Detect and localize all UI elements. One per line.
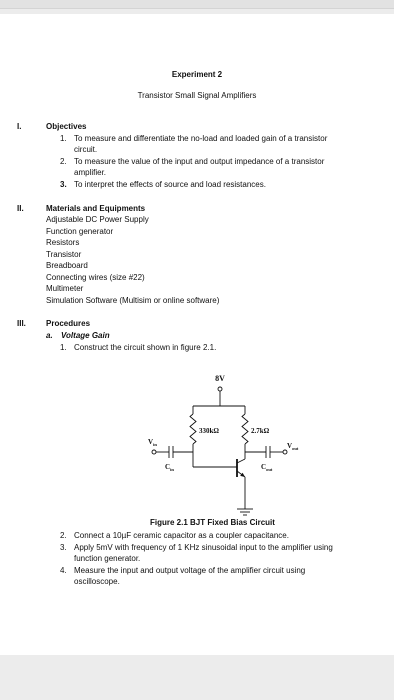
vin-label: $V_{in}$ [148, 438, 157, 447]
rc-resistor [242, 414, 248, 444]
rb-resistor [190, 414, 196, 444]
objective-line: To measure the value of the input and output impedance of a transistor [74, 157, 325, 166]
procedure-step-number: 2. [60, 531, 67, 540]
page-title: Experiment 2 [171, 70, 223, 79]
section-numeral-materials: II. [17, 204, 24, 213]
transistor-collector [237, 459, 245, 463]
supply-label: 8V [215, 374, 225, 383]
material-item: Adjustable DC Power Supply [46, 215, 149, 224]
material-item: Breadboard [46, 261, 88, 270]
bottom-bar [0, 655, 394, 700]
section-heading-objectives: Objectives [46, 122, 87, 131]
procedure-step-text: Apply 5mV with frequency of 1 KHz sinusoidal input to the amplifier using [74, 543, 333, 552]
procedure-step-text: Construct the circuit shown in figure 2.1. [74, 343, 217, 352]
top-bar [0, 0, 394, 9]
objective-line: amplifier. [74, 168, 107, 177]
objective-number: 2. [60, 157, 67, 166]
objective-line: To measure and differentiate the no-load and loaded gain of a transistor [74, 134, 328, 143]
procedure-step-text: oscilloscope. [74, 577, 120, 586]
procedure-step-text: Measure the input and output voltage of the amplifier circuit using [74, 566, 306, 575]
procedure-step-text: function generator. [74, 554, 141, 563]
objective-number: 1. [60, 134, 67, 143]
section-numeral-procedures: III. [17, 319, 26, 328]
material-item: Function generator [46, 227, 114, 236]
vin-terminal [152, 450, 156, 454]
section-numeral-objectives: I. [17, 122, 22, 131]
page-subtitle: Transistor Small Signal Amplifiers [137, 91, 257, 100]
material-item: Resistors [46, 238, 80, 247]
subsection-label: a. [46, 331, 53, 340]
supply-terminal [218, 387, 222, 391]
bjt-fixed-bias-circuit [140, 369, 320, 529]
procedure-step-number: 1. [60, 343, 67, 352]
material-item: Simulation Software (Multisim or online software) [46, 296, 220, 305]
vout-label: $V_{out}$ [287, 442, 299, 451]
objective-line: circuit. [74, 145, 98, 154]
procedure-step-number: 3. [60, 543, 67, 552]
material-item: Multimeter [46, 284, 84, 293]
figure-caption: Figure 2.1 BJT Fixed Bias Circuit [150, 518, 275, 527]
cin-label: $C_{in}$ [165, 463, 174, 472]
procedure-step-text: Connect a 10µF ceramic capacitor as a coupler capacitance. [74, 531, 289, 540]
procedure-step-number: 4. [60, 566, 67, 575]
objective-number: 3. [60, 180, 67, 189]
subsection-heading: Voltage Gain [61, 331, 110, 340]
rc-label: 2.7kΩ [251, 427, 270, 435]
cout-label: $C_{out}$ [261, 463, 273, 472]
section-heading-materials: Materials and Equipments [46, 204, 146, 213]
vout-terminal [283, 450, 287, 454]
material-item: Connecting wires (size #22) [46, 273, 145, 282]
document-page [0, 14, 394, 655]
rb-label: 330kΩ [199, 427, 219, 435]
material-item: Transistor [46, 250, 82, 259]
section-heading-procedures: Procedures [46, 319, 91, 328]
objective-line: To interpret the effects of source and load resistances. [74, 180, 266, 189]
